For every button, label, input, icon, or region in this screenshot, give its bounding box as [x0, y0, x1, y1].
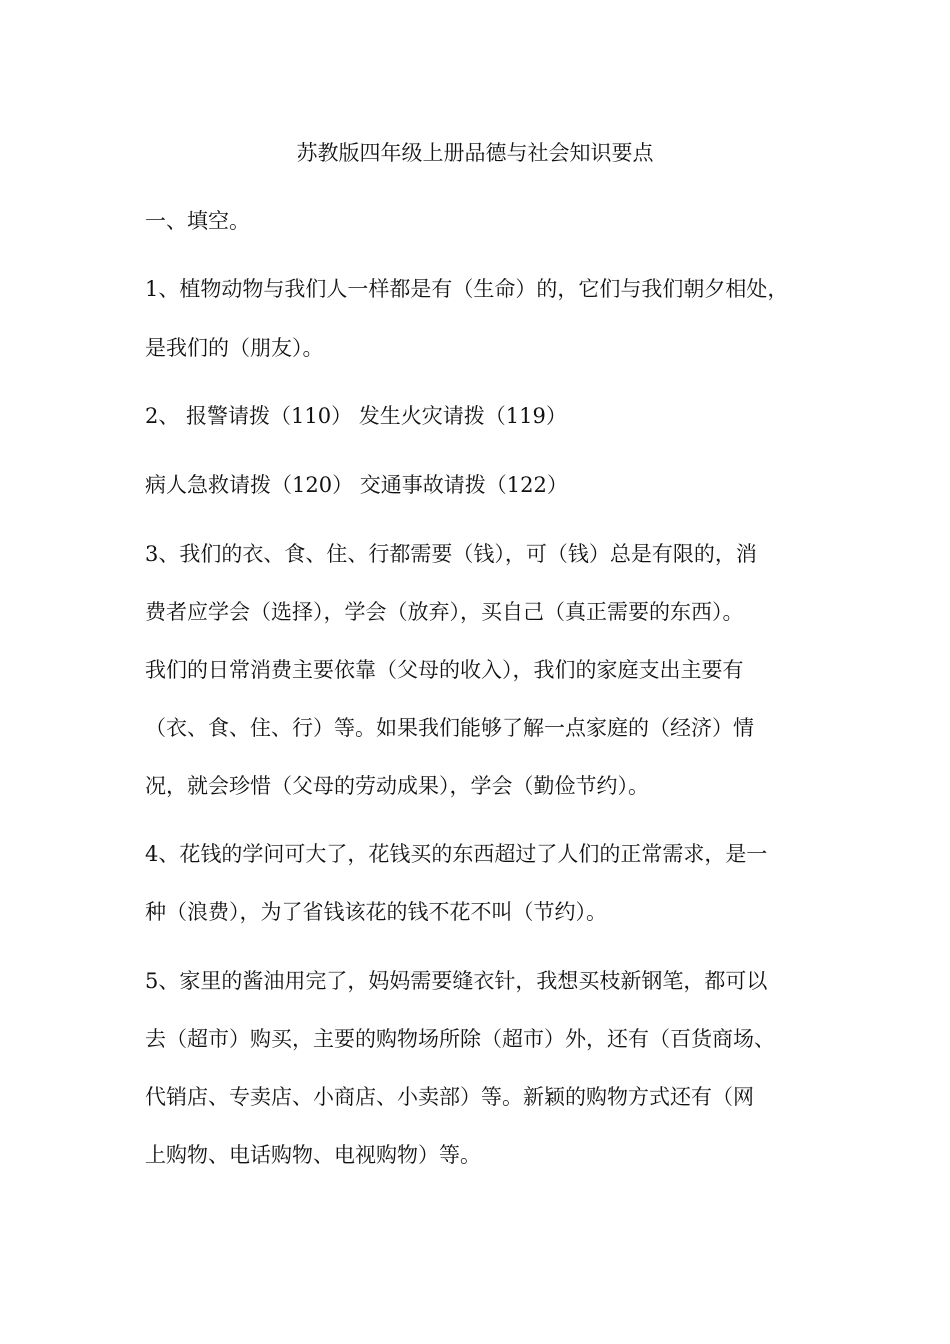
section-heading: 一、填空。 [145, 209, 250, 233]
text-line: 3、我们的衣、食、住、行都需要（钱），可（钱）总是有限的，消 [145, 542, 757, 566]
text-line: 费者应学会（选择），学会（放弃），买自己（真正需要的东西）。 [145, 600, 744, 624]
text-line: 代销店、专卖店、小商店、小卖部）等。新颖的购物方式还有（网 [145, 1085, 754, 1109]
text-line: 病人急救请拨（120） 交通事故请拨（122） [145, 473, 568, 497]
text-line: 5、家里的酱油用完了，妈妈需要缝衣针，我想买枝新钢笔，都可以 [145, 969, 768, 993]
text-line: 上购物、电话购物、电视购物）等。 [145, 1143, 481, 1167]
text-line: 况，就会珍惜（父母的劳动成果），学会（勤俭节约）。 [145, 774, 649, 798]
text-line: 4、花钱的学问可大了，花钱买的东西超过了人们的正常需求，是一 [145, 842, 768, 866]
text-line: 种（浪费），为了省钱该花的钱不花不叫（节约）。 [145, 900, 607, 924]
text-line: 去（超市）购买，主要的购物场所除（超市）外，还有（百货商场、 [145, 1027, 775, 1051]
text-line: （衣、食、住、行）等。如果我们能够了解一点家庭的（经济）情 [145, 716, 754, 740]
text-line: 1、植物动物与我们人一样都是有（生命）的，它们与我们朝夕相处， [145, 277, 789, 301]
text-line: 2、 报警请拨（110） 发生火灾请拨（119） [145, 404, 567, 428]
document-title: 苏教版四年级上册品德与社会知识要点 [296, 141, 654, 165]
text-line: 是我们的（朋友）。 [145, 336, 324, 360]
text-line: 我们的日常消费主要依靠（父母的收入），我们的家庭支出主要有 [145, 658, 744, 682]
